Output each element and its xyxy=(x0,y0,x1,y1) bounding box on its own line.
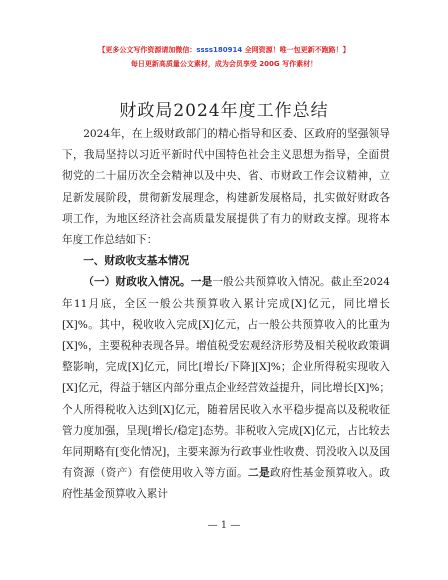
promo-banner-prefix: 【更多公文写作资源请加微信： xyxy=(98,46,197,54)
revenue-paragraph xyxy=(62,272,390,505)
revenue-text-1: 一般公共预算收入情况。截止至2024年11月底，全区一般公共预算收入累计完成[X]亿元，同比增长[X]%。其中，税收收入完成[X]亿元，占一般公共预算收入的比重为[X]%，主要税种表现各异。增值税受宏观经济形势及相关税收政策调整影响，完成[X]亿元，同比[增长/下降][X]%；企业所得税实现收入[X]亿元，得益于辖区内部分重点企业经营效益提升，同比增长[X]%；个人所得税收入达到[X]亿元，随着居民收入水平稳步提高以及税收征管力度加强，呈现[增长/稳定]态势。非税收入完成[X]亿元，占比较去年同期略有[变化情况]，主要来源为行政事业性收费、罚没收入以及国有资源（资产）有偿使用收入等方面。 xyxy=(62,276,391,480)
promo-banner-line2: 每日更新高质量公文素材，成为会员享受 200G 写作素材！ xyxy=(130,60,318,68)
intro-paragraph: 2024年，在上级财政部门的精心指导和区委、区政府的坚强领导下，我局坚持以习近平新时代中国特色社会主义思想为指导，全面贯彻党的二十届历次全会精神以及中央、省、市财政工作会议精神，立足新发展阶段，贯彻新发展理念，构建新发展格局，扎实做好财政各项工作，为地区经济社会高质量发展提供了有力的财政支撑。现将本年度工作总结如下： xyxy=(62,128,390,247)
promo-banner-line1 xyxy=(0,45,448,55)
lead-phrase-2: 二是 xyxy=(248,467,270,480)
document-title: 财政局2024年度工作总结 xyxy=(119,101,329,121)
page-number: — 1 — xyxy=(207,520,241,531)
promo-banner-wechat: ssss180914 xyxy=(196,46,243,54)
section-heading: 一、财政收支基本情况 xyxy=(83,255,190,268)
lead-phrase-1: 一是 xyxy=(190,276,213,289)
document-body xyxy=(62,124,390,506)
promo-banner-suffix: 全网资源！唯一包更新不跑路！】 xyxy=(242,46,350,54)
subsection-heading: （一）财政收入情况。 xyxy=(83,276,191,289)
revenue-text-2: 政府性基金预算收入。政府性基金预算收入累计 xyxy=(62,467,391,501)
